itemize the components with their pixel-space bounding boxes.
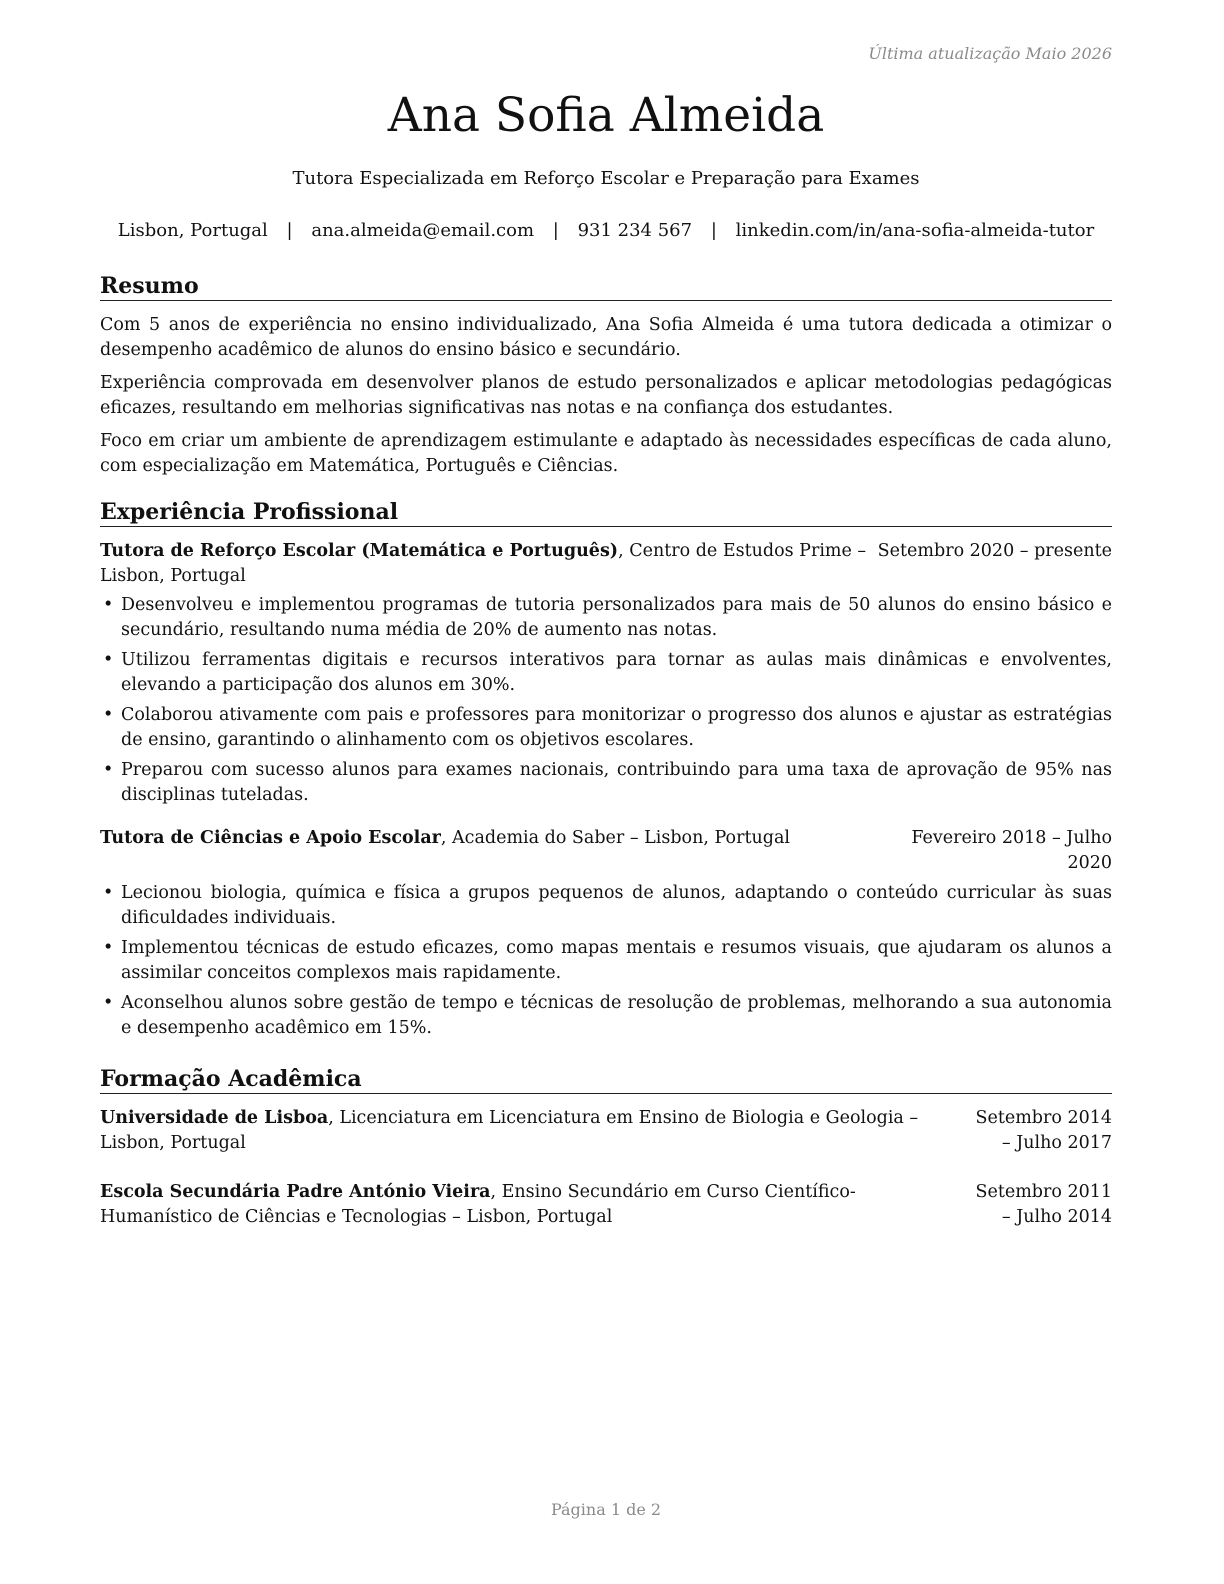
summary-paragraph: Com 5 anos de experiência no ensino individualizado, Ana Sofia Almeida é uma tutora dedicada a otimizar o desempenho acadêmico de alunos do ensino básico e secundário. <box>100 315 1112 360</box>
bullet-text: Desenvolveu e implementou programas de tutoria personalizados para mais de 50 alunos do ensino básico e secundário, resultando numa média de 20% de aumento nas notas. <box>121 595 1112 640</box>
bullet-icon: • <box>103 938 114 958</box>
summary-paragraph: Foco em criar um ambiente de aprendizagem estimulante e adaptado às necessidades específicas de cada aluno, com especialização em Matemática, Português e Ciências. <box>100 431 1112 476</box>
bullet-text: Utilizou ferramentas digitais e recursos interativos para tornar as aulas mais dinâmicas e envolventes, elevando a participação dos alunos em 30%. <box>121 650 1112 695</box>
contact-line <box>100 219 1112 243</box>
list-item <box>100 881 1112 931</box>
contact-separator: | <box>710 220 717 241</box>
job-dates: Fevereiro 2018 – Julho 2020 <box>911 828 1112 873</box>
job-entry <box>100 539 1112 808</box>
job-bullets <box>100 881 1112 1041</box>
education-school: Escola Secundária Padre António Vieira <box>100 1182 491 1202</box>
job-bullets <box>100 593 1112 808</box>
bullet-icon: • <box>103 650 114 670</box>
job-role: Tutora de Ciências e Apoio Escolar <box>100 828 441 848</box>
job-org: , Academia do Saber – Lisbon, Portugal <box>440 828 790 848</box>
list-item <box>100 758 1112 808</box>
job-dates: Setembro 2020 – presente <box>877 541 1112 561</box>
bullet-text: Implementou técnicas de estudo eficazes, como mapas mentais e resumos visuais, que ajudaram os alunos a assimilar conceitos complexos mais rapidamente. <box>121 938 1112 983</box>
bullet-icon: • <box>103 705 114 725</box>
bullet-text: Aconselhou alunos sobre gestão de tempo e técnicas de resolução de problemas, melhorando a sua autonomia e desempenho acadêmico em 15%. <box>121 993 1112 1038</box>
experience-section <box>100 498 1112 1046</box>
bullet-icon: • <box>103 760 114 780</box>
bullet-icon: • <box>103 883 114 903</box>
education-detail: , Licenciatura em Licenciatura em Ensino de Biologia e Geologia – Lisbon, Portugal <box>100 1108 919 1153</box>
list-item <box>100 991 1112 1041</box>
bullet-text: Lecionou biologia, química e física a grupos pequenos de alunos, adaptando o conteúdo curricular às suas dificuldades individuais. <box>121 883 1112 928</box>
education-detail: , Ensino Secundário em Curso Científico-Humanístico de Ciências e Tecnologias – Lisbon, Portugal <box>100 1182 856 1227</box>
list-item <box>100 648 1112 698</box>
candidate-tagline: Tutora Especializada em Reforço Escolar e Preparação para Exames <box>292 168 920 189</box>
resume-page <box>100 0 1112 1584</box>
education-school: Universidade de Lisboa <box>100 1108 329 1128</box>
section-title-education: Formação Acadêmica <box>100 1065 1112 1094</box>
contact-separator: | <box>286 220 293 241</box>
bullet-text: Colaborou ativamente com pais e professores para monitorizar o progresso dos alunos e ajustar as estratégias de ensino, garantindo o alinhamento com os objetivos escolares. <box>121 705 1112 750</box>
summary-section <box>100 272 1112 487</box>
page-number: Página 1 de 2 <box>550 1500 662 1519</box>
education-dates: Setembro 2011 – Julho 2014 <box>962 1180 1112 1230</box>
contact-phone[interactable]: 931 234 567 <box>577 220 693 241</box>
list-item <box>100 936 1112 986</box>
bullet-icon: • <box>103 595 114 615</box>
contact-separator: | <box>552 220 559 241</box>
contact-email[interactable]: ana.almeida@email.com <box>311 220 535 241</box>
job-header <box>100 826 1112 873</box>
bullet-icon: • <box>103 993 114 1013</box>
section-title-summary: Resumo <box>100 272 1112 301</box>
education-entry <box>100 1106 1112 1156</box>
bullet-text: Preparou com sucesso alunos para exames nacionais, contribuindo para uma taxa de aprovação de 95% nas disciplinas tuteladas. <box>121 760 1112 805</box>
candidate-name: Ana Sofia Almeida <box>387 88 825 143</box>
section-title-experience: Experiência Profissional <box>100 498 1112 527</box>
job-role: Tutora de Reforço Escolar (Matemática e Português) <box>100 541 619 561</box>
education-dates: Setembro 2014 – Julho 2017 <box>962 1106 1112 1156</box>
list-item <box>100 703 1112 753</box>
education-entry <box>100 1180 1112 1230</box>
contact-location: Lisbon, Portugal <box>117 220 268 241</box>
education-section <box>100 1065 1112 1230</box>
education-header <box>100 1180 1112 1230</box>
contact-linkedin[interactable]: linkedin.com/in/ana-sofia-almeida-tutor <box>735 220 1095 241</box>
education-header <box>100 1106 1112 1156</box>
job-entry <box>100 826 1112 1041</box>
summary-paragraph: Experiência comprovada em desenvolver planos de estudo personalizados e aplicar metodologias pedagógicas eficazes, resultando em melhorias significativas nas notas e na confiança dos estudantes. <box>100 373 1112 418</box>
job-org: , Centro de Estudos Prime – Lisbon, Portugal <box>100 541 867 586</box>
list-item <box>100 593 1112 643</box>
last-updated: Última atualização Maio 2026 <box>868 44 1112 63</box>
job-header <box>100 539 1112 589</box>
